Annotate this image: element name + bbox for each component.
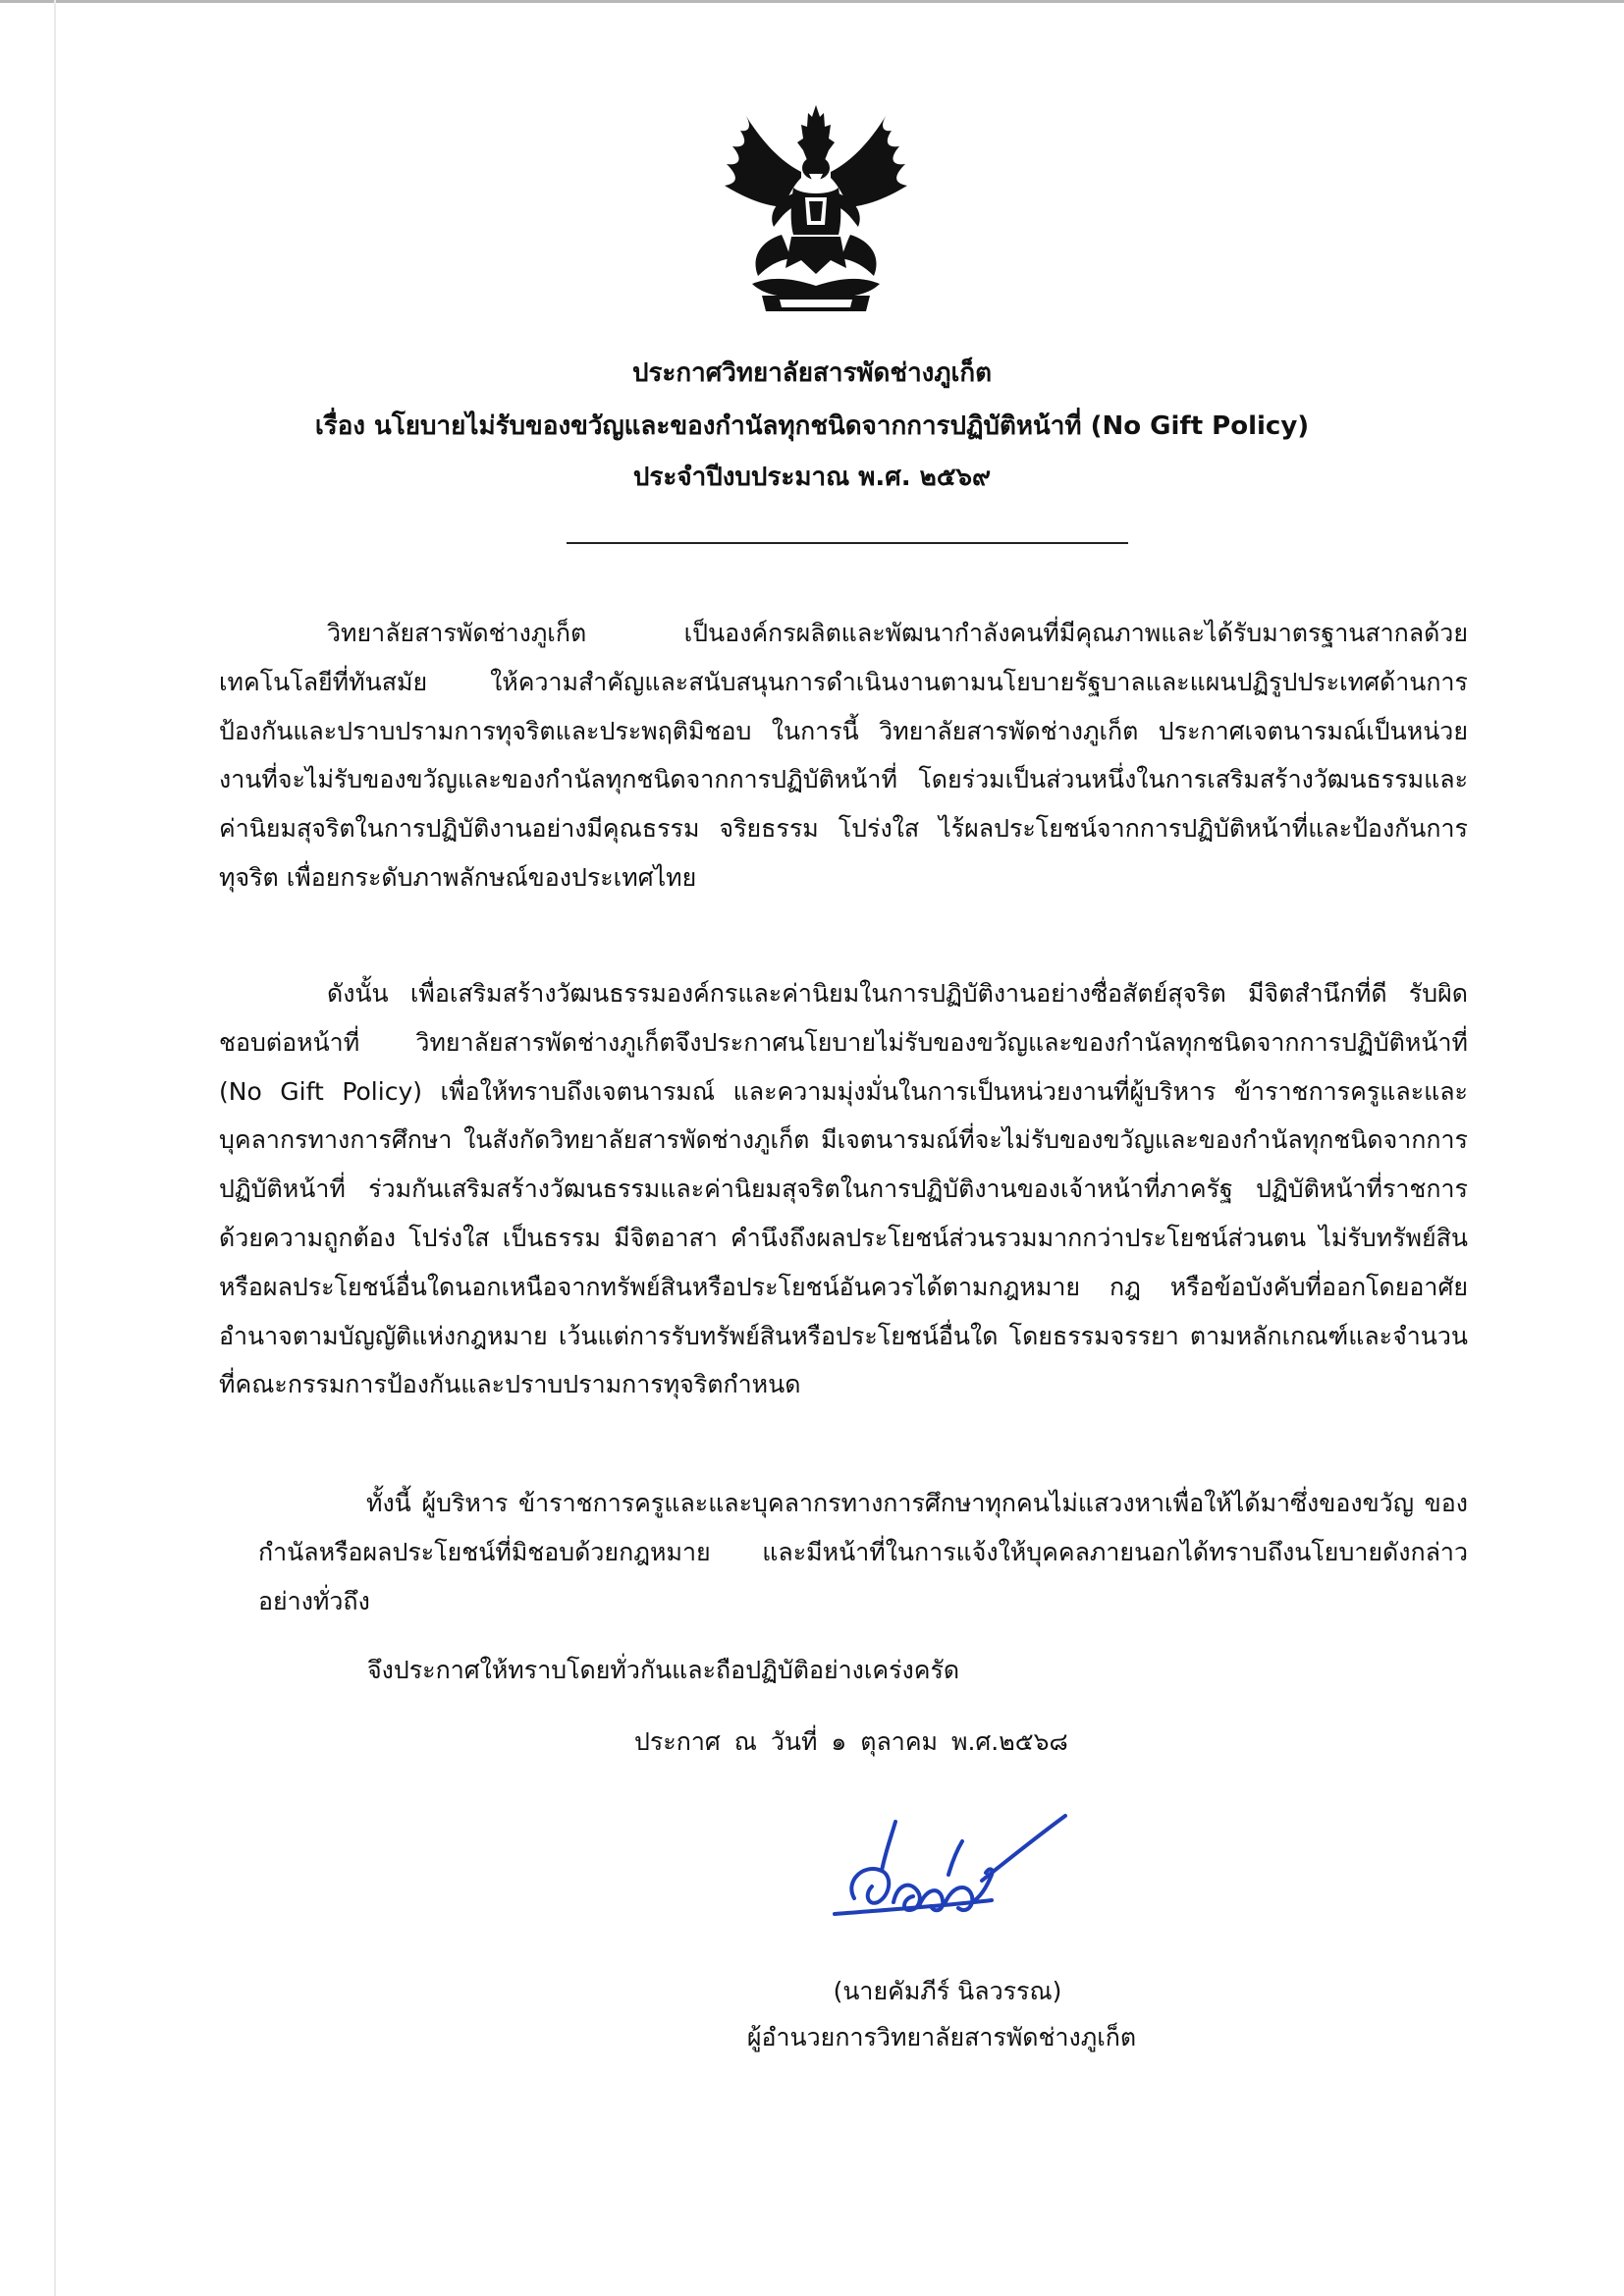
announcement-subject: เรื่อง นโยบายไม่รับของขวัญและของกำนัลทุกชนิดจากการปฏิบัติหน้าที่ (No Gift Policy) <box>314 411 1310 441</box>
announcement-title: ประกาศวิทยาลัยสารพัดช่างภูเก็ต <box>631 358 993 388</box>
paragraph-2 <box>219 969 1468 1409</box>
signer-name-text: (นายคัมภีร์ นิลวรรณ) <box>833 1977 1062 2005</box>
signer-title <box>0 2025 1624 2050</box>
page-top-edge <box>0 0 1624 3</box>
paragraph-1 <box>219 609 1468 902</box>
header-divider <box>567 542 1128 544</box>
closing-sentence: จึงประกาศให้ทราบโดยทั่วกันและถือปฏิบัติอย่างเคร่งครัด <box>367 1656 960 1684</box>
signer-title-text: ผู้อำนวยการวิทยาลัยสารพัดช่างภูเก็ต <box>746 2023 1137 2051</box>
paragraph-2-text: ดังนั้น เพื่อเสริมสร้างวัฒนธรรมองค์กรและค่านิยมในการปฏิบัติงานอย่างซื่อสัตย์สุจริต มีจิตสำนึกที่ดี รับผิดชอบต่อหน้าที่ วิทยาลัยสารพัดช่างภูเก็ตจึงประกาศนโยบายไม่รับของขวัญและของกำนัลทุกชนิดจากการปฏิบัติหน้าที่ (No Gift Policy) เพื่อให้ทราบถึงเจตนารมณ์ และความมุ่งมั่นในการเป็นหน่วยงานที่ผู้บริหาร ข้าราชการครูและและบุคลากรทางการศึกษา ในสังกัดวิทยาลัยสารพัดช่างภูเก็ต มีเจตนารมณ์ที่จะไม่รับของขวัญและของกำนัลทุกชนิดจากการปฏิบัติหน้าที่ ร่วมกันเสริมสร้างวัฒนธรรมและค่านิยมสุจริตในการปฏิบัติงานของเจ้าหน้าที่ภาครัฐ ปฏิบัติหน้าที่ราชการด้วยความถูกต้อง โปร่งใส เป็นธรรม มีจิตอาสา คำนึงถึงผลประโยชน์ส่วนรวมมากกว่าประโยชน์ส่วนตน ไม่รับทรัพย์สินหรือผลประโยชน์อื่นใดนอกเหนือจากทรัพย์สินหรือประโยชน์อันควรได้ตามกฎหมาย กฎ หรือข้อบังคับที่ออกโดยอาศัยอำนาจตามบัญญัติแห่งกฎหมาย เว้นแต่การรับทรัพย์สินหรือประโยชน์อื่นใด โดยธรรมจรรยา ตามหลักเกณฑ์และจำนวนที่คณะกรรมการป้องกันและปราบปรามการทุจริตกำหนด <box>219 979 1468 1399</box>
signer-name <box>0 1979 1624 2003</box>
handwritten-signature-icon <box>825 1812 1070 1940</box>
page-left-edge <box>54 0 56 2296</box>
garuda-emblem-icon <box>723 103 909 314</box>
announcement-date: ประกาศ ณ วันที่ ๑ ตุลาคม พ.ศ.๒๕๖๘ <box>634 1727 1068 1756</box>
paragraph-1-text: วิทยาลัยสารพัดช่างภูเก็ต เป็นองค์กรผลิตและพัฒนากำลังคนที่มีคุณภาพและได้รับมาตรฐานสากลด้วยเทคโนโลยีที่ทันสมัย ให้ความสำคัญและสนับสนุนการดำเนินงานตามนโยบายรัฐบาลและแผนปฏิรูปประเทศด้านการป้องกันและปราบปรามการทุจริตและประพฤติมิชอบ ในการนี้ วิทยาลัยสารพัดช่างภูเก็ต ประกาศเจตนารมณ์เป็นหน่วยงานที่จะไม่รับของขวัญและของกำนัลทุกชนิดจากการปฏิบัติหน้าที่ โดยร่วมเป็นส่วนหนึ่งในการเสริมสร้างวัฒนธรรมและค่านิยมสุจริตในการปฏิบัติงานอย่างมีคุณธรรม จริยธรรม โปร่งใส ไร้ผลประโยชน์จากการปฏิบัติหน้าที่และป้องกันการทุจริต เพื่อยกระดับภาพลักษณ์ของประเทศไทย <box>219 619 1468 892</box>
paragraph-3 <box>258 1479 1468 1625</box>
fiscal-year-line: ประจำปีงบประมาณ พ.ศ. ๒๕๖๙ <box>632 463 992 492</box>
paragraph-3-text: ทั้งนี้ ผู้บริหาร ข้าราชการครูและและบุคลากรทางการศึกษาทุกคนไม่แสวงหาเพื่อให้ได้มาซึ่งของขวัญ ของกำนัลหรือผลประโยชน์ที่มิชอบด้วยกฎหมาย และมีหน้าที่ในการแจ้งให้บุคคลภายนอกได้ทราบถึงนโยบายดังกล่าวอย่างทั่วถึง <box>258 1489 1468 1615</box>
